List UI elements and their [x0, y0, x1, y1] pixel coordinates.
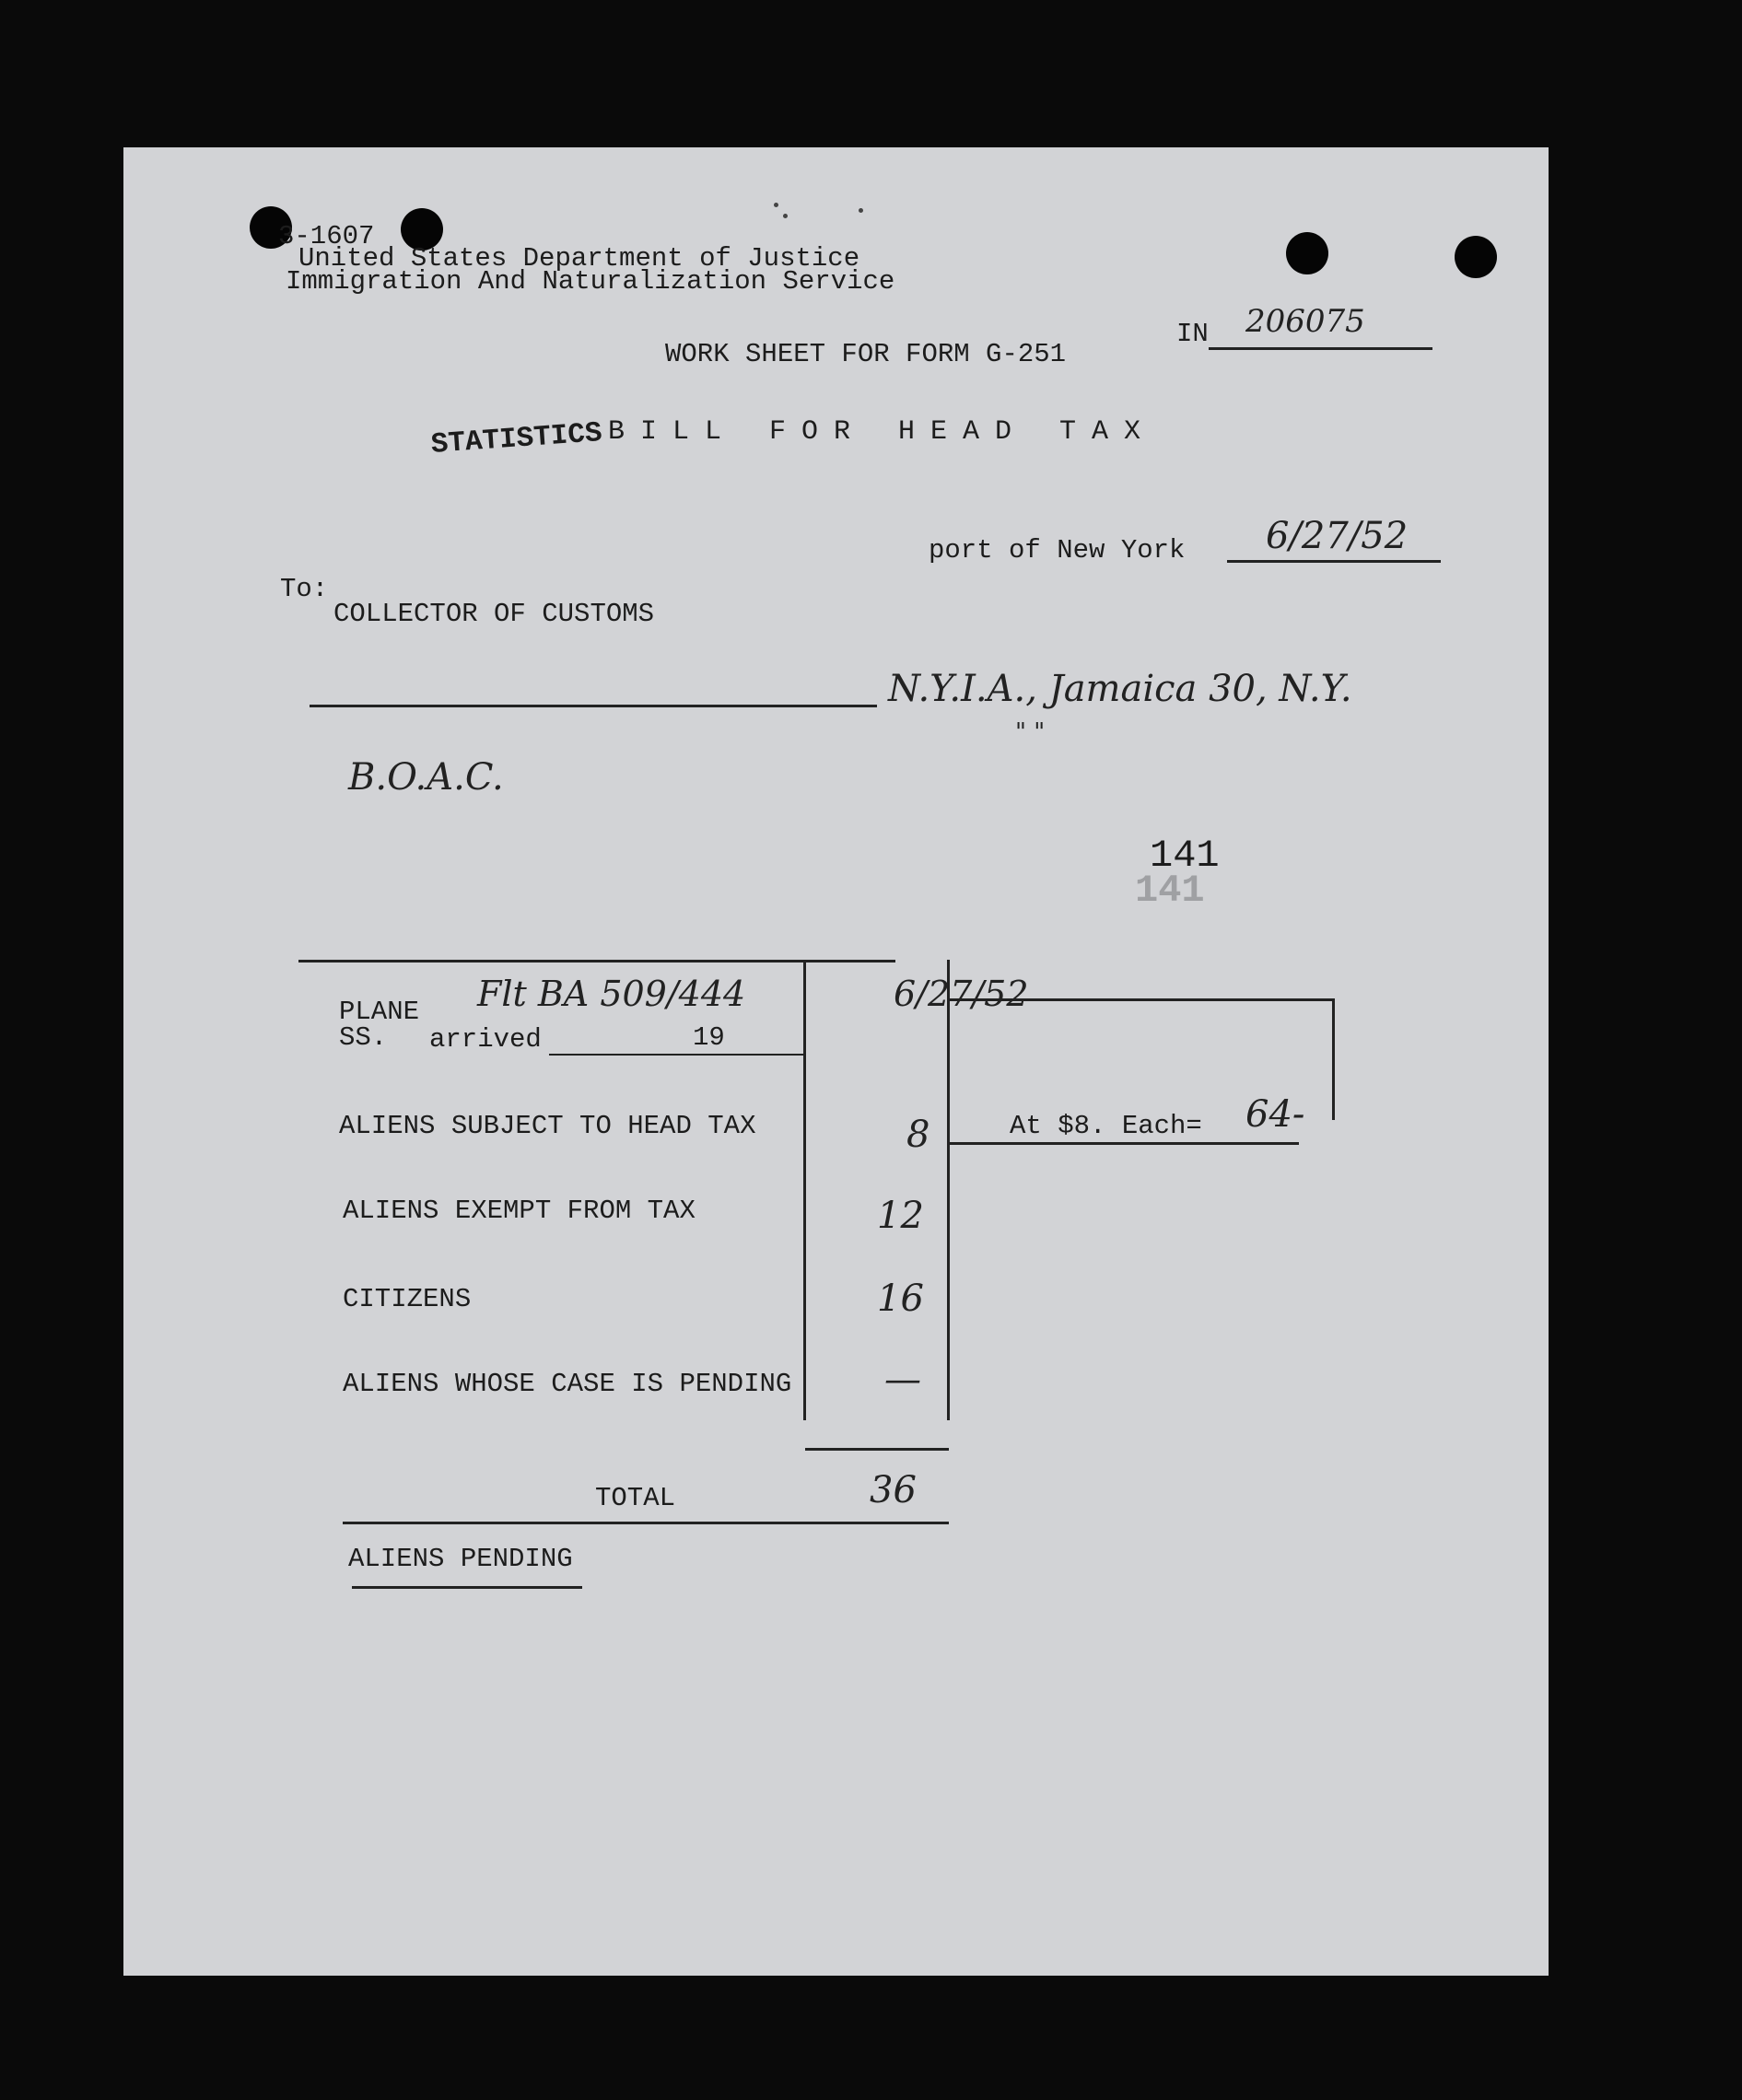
airport-location: N.Y.I.A., Jamaica 30, N.Y. [888, 668, 1352, 710]
row-label-pending: ALIENS WHOSE CASE IS PENDING [343, 1369, 792, 1399]
count-stamp-shadow: 141 [1135, 869, 1205, 913]
total-value: 36 [870, 1469, 917, 1511]
table-bottom-rule [343, 1522, 949, 1524]
to-label: To: [280, 574, 329, 604]
subtotal-rule [805, 1448, 949, 1451]
row-label-citizens: CITIZENS [343, 1284, 472, 1314]
in-label: IN [1176, 319, 1209, 349]
speck [859, 208, 863, 213]
row-value-subject: 8 [906, 1114, 930, 1156]
ss-label: SS. [339, 1022, 388, 1053]
row-label-exempt: ALIENS EXEMPT FROM TAX [343, 1196, 696, 1226]
bill-title: BILL FOR HEAD TAX [608, 416, 1157, 448]
carrier-name: B.O.A.C. [348, 756, 504, 799]
plane-label: PLANE [339, 997, 420, 1027]
total-label: TOTAL [595, 1483, 676, 1513]
address-line [310, 705, 877, 707]
table-right-divider [947, 960, 950, 1420]
row-value-citizens: 16 [877, 1278, 924, 1320]
pending-underline [352, 1586, 582, 1589]
ditto-marks: " " [1015, 718, 1046, 746]
arrival-date: 6/27/52 [894, 974, 1029, 1014]
port-label: port of New York [929, 535, 1186, 566]
rate-text: At $8. Each= [1010, 1111, 1202, 1141]
row-value-exempt: 12 [877, 1195, 924, 1237]
document-page [123, 147, 1549, 1976]
count-stamp: 141 [1150, 834, 1220, 878]
statistics-stamp: STATISTICS [429, 417, 603, 461]
port-date: 6/27/52 [1266, 515, 1409, 557]
rate-total: 64- [1245, 1093, 1305, 1136]
bracket-side [1332, 998, 1335, 1120]
arrived-line [549, 1054, 805, 1056]
port-date-line [1227, 560, 1441, 563]
year-prefix: 19 [693, 1022, 725, 1053]
recipient: COLLECTOR OF CUSTOMS [333, 599, 655, 629]
punch-hole [1286, 232, 1328, 274]
rate-underline [947, 1142, 1299, 1145]
form-number: 3-1607 [278, 221, 375, 251]
row-label-subject: ALIENS SUBJECT TO HEAD TAX [339, 1111, 756, 1141]
in-number-line [1209, 347, 1432, 350]
table-left-divider [803, 960, 806, 1420]
punch-hole [1455, 236, 1497, 278]
speck [783, 214, 788, 218]
worksheet-title: WORK SHEET FOR FORM G-251 [665, 339, 1067, 369]
row-value-pending: — [884, 1359, 921, 1401]
speck [774, 203, 778, 207]
in-number: 206075 [1245, 303, 1365, 340]
arrived-label: arrived [429, 1024, 542, 1055]
aliens-pending-label: ALIENS PENDING [348, 1544, 573, 1574]
service-name: Immigration And Naturalization Service [286, 266, 895, 297]
flight-entry: Flt BA 509/444 [477, 974, 746, 1014]
department-name: United States Department of Justice [298, 243, 860, 274]
